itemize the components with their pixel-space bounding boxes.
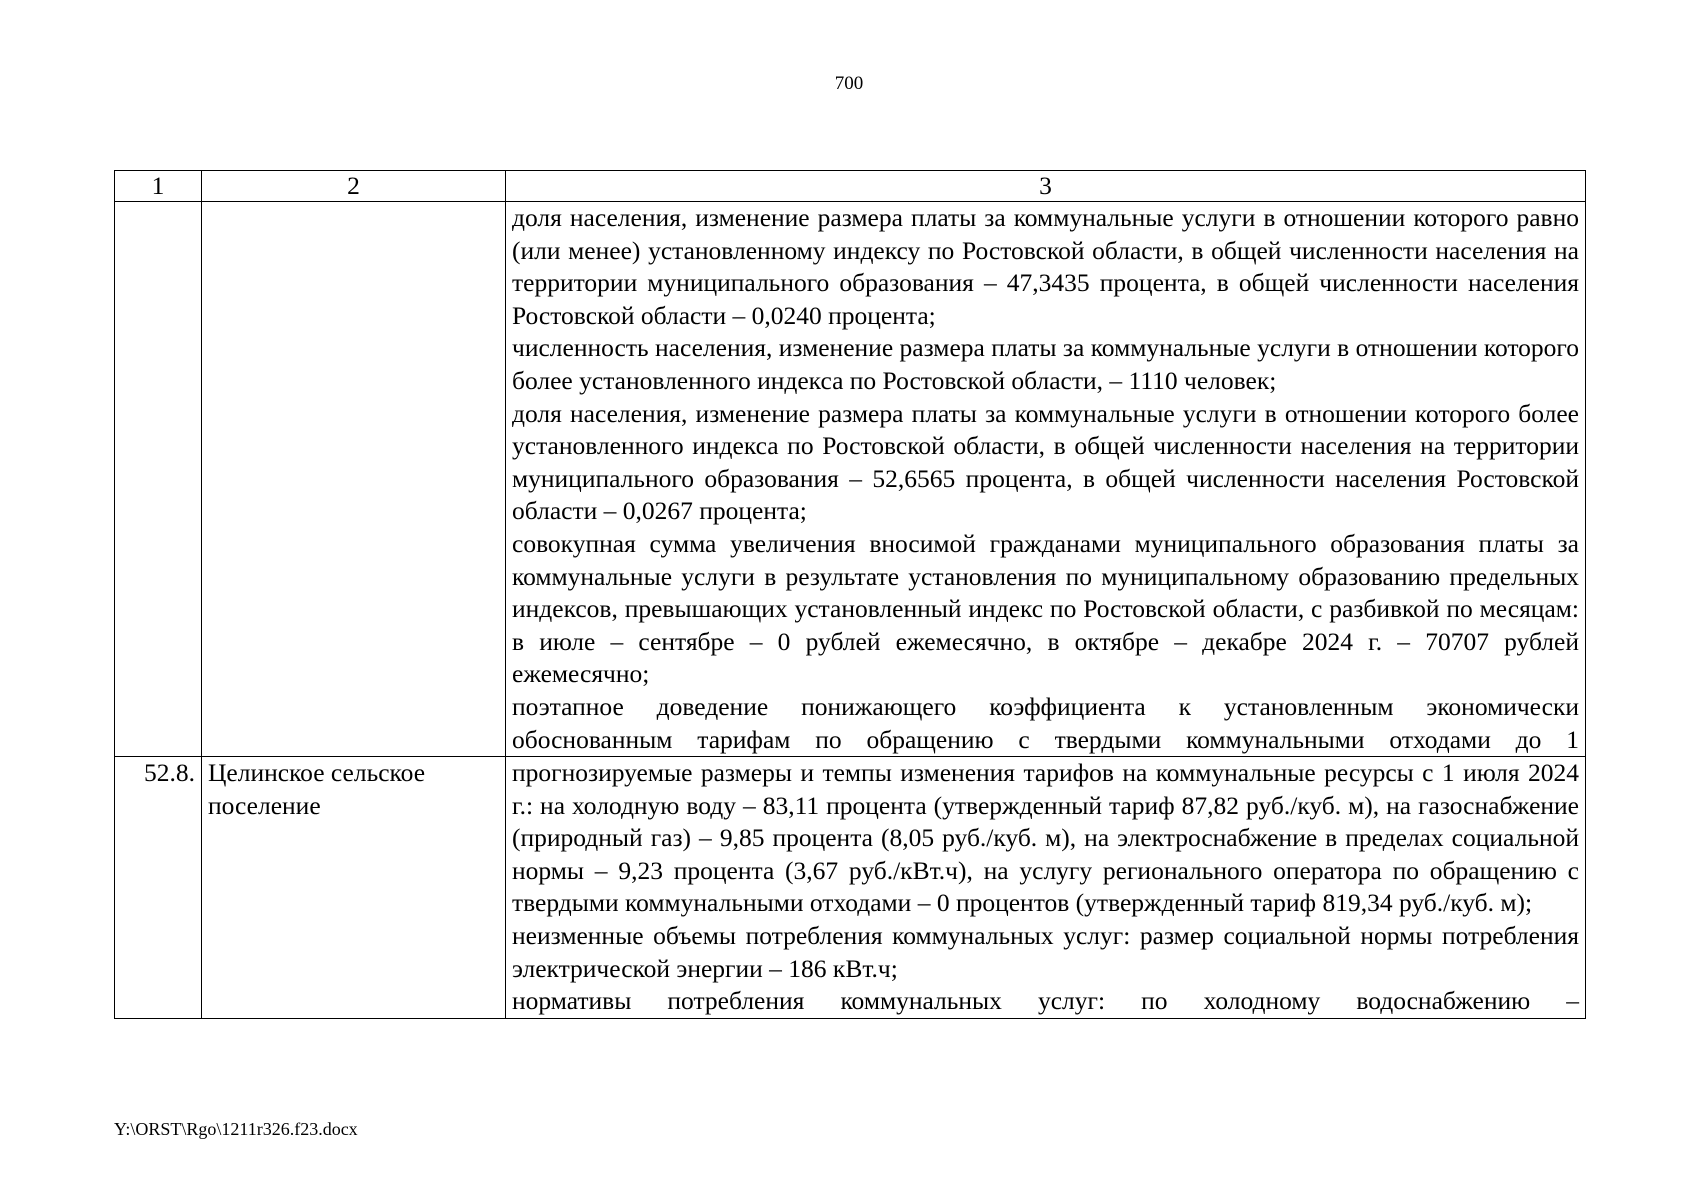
row-number-cell: 52.8. [115, 757, 202, 1019]
document-table [114, 170, 1586, 1019]
page-number: 700 [834, 73, 864, 94]
text-paragraph: прогнозируемые размеры и темпы изменения тарифов на коммунальные ресурсы с 1 июля 2024 г.: на холодную воду – 83,11 процента (утвержденный тариф 87,82 руб./куб. м), на газоснабжение (природный газ) – 9,85 процента (8,05 руб./куб. м), на электроснабжение в пределах социальной нормы – 9,23 процента (3,67 руб./кВт.ч), на услугу регионального оператора по обращению с твердыми коммунальными отходами – 0 процентов (утвержденный тариф 819,34 руб./куб. м); [512, 758, 1579, 918]
table-row [115, 202, 1586, 757]
text-paragraph: совокупная сумма увеличения вносимой гражданами муниципального образования платы за коммунальные услуги в результате установления по муниципальному образованию предельных индексов, превышающих установленный индекс по Ростовской области, с разбивкой по месяцам: в июле – сентябре – 0 рублей ежемесячно, в октябре – декабре 2024 г. – 70707 рублей ежемесячно; [512, 528, 1579, 689]
row-name-cell: Целинское сельское поселение [202, 757, 506, 1019]
table-row [115, 757, 1586, 1019]
row-name-cell [202, 202, 506, 757]
text-paragraph: доля населения, изменение размера платы за коммунальные услуги в отношении которого равно (или менее) установленному индексу по Ростовской области, в общей численности населения на территории муниципального образования – 47,3435 процента, в общей численности населения Ростовской области – 0,0240 процента; [512, 203, 1579, 330]
column-header-1: 1 [115, 171, 202, 202]
row-text-cell [506, 757, 1586, 1019]
text-paragraph: доля населения, изменение размера платы за коммунальные услуги в отношении которого более установленного индекса по Ростовской области, в общей численности населения на территории муниципального образования – 52,6565 процента, в общей численности населения Ростовской области – 0,0267 процента; [512, 398, 1579, 526]
row-number-cell [115, 202, 202, 757]
text-paragraph: неизменные объемы потребления коммунальных услуг: размер социальной нормы потребления электрической энергии – 186 кВт.ч; [512, 921, 1579, 983]
table-header-row [115, 171, 1586, 202]
column-header-2: 2 [202, 171, 506, 202]
text-paragraph: нормативы потребления коммунальных услуг: по холодному водоснабжению – [512, 986, 1579, 1016]
file-path-footer: Y:\ORST\Rgo\1211r326.f23.docx [114, 1119, 358, 1139]
row-text-cell [506, 202, 1586, 757]
text-paragraph: численность населения, изменение размера платы за коммунальные услуги в отношении которого более установленного индекса по Ростовской области, – 1110 человек; [512, 333, 1579, 395]
column-header-3: 3 [506, 171, 1586, 202]
text-paragraph: поэтапное доведение понижающего коэффициента к установленным экономически обоснованным тарифам по обращению с твердыми коммунальными отходами до 1 [512, 691, 1579, 754]
